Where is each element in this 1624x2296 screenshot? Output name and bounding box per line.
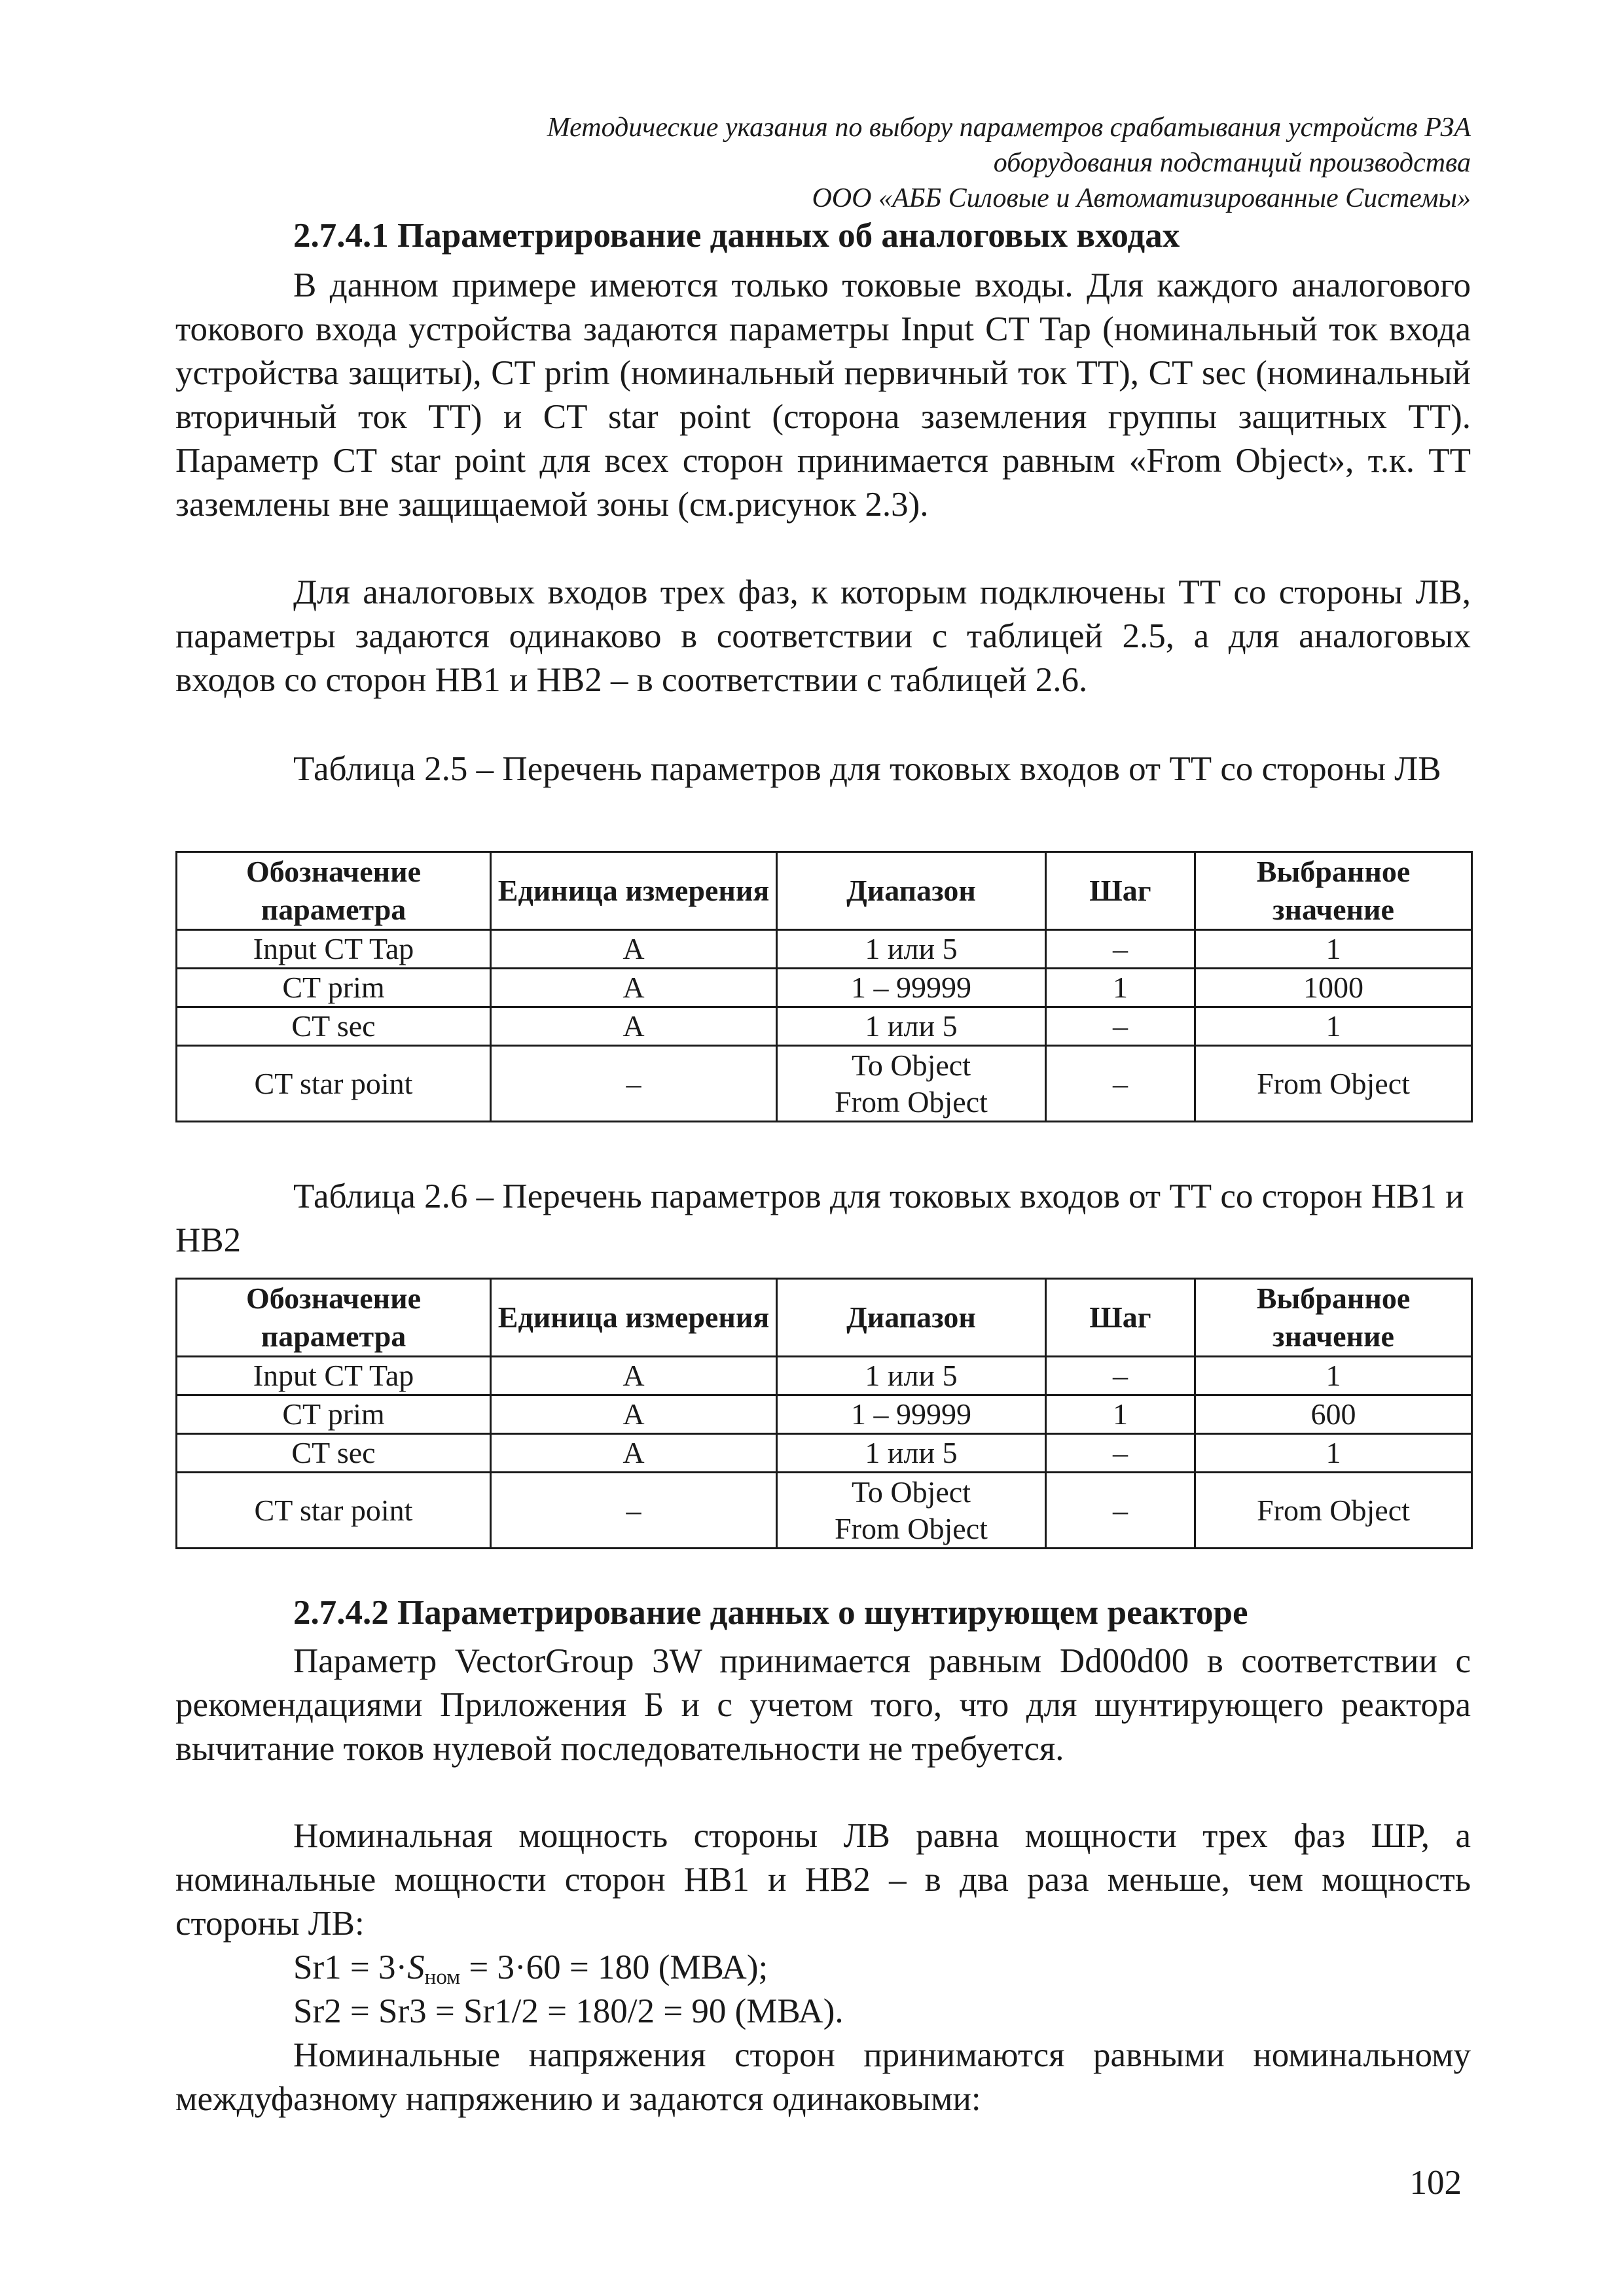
table-row <box>177 1434 1472 1473</box>
page-number: 102 <box>1409 2164 1462 2202</box>
paragraph-three-phase-inputs: Для аналоговых входов трех фаз, к которым подключены ТТ со стороны ЛВ, параметры задаются одинаково в соответствии с таблицей 2.5, а для аналоговых входов со сторон НВ1 и НВ2 – в соответствии с таблицей 2.6. <box>175 573 1471 699</box>
formula-s-symbol: S <box>407 1948 425 1986</box>
cell-param: CT sec <box>177 1007 491 1046</box>
cell-step: – <box>1046 1007 1195 1046</box>
range-option-1: To Object <box>851 1475 971 1509</box>
cell-range: 1 или 5 <box>777 1357 1046 1395</box>
header-param: Обозначение параметра <box>177 852 491 930</box>
cell-unit: А <box>491 1434 777 1473</box>
paragraph-rated-power: Номинальная мощность стороны ЛВ равна мощности трех фаз ШР, а номинальные мощности сторон НВ1 и НВ2 – в два раза меньше, чем мощность стороны ЛВ: <box>175 1817 1471 1943</box>
cell-unit: А <box>491 930 777 969</box>
header-line-1: Методические указания по выбору параметров срабатывания устройств РЗА <box>547 113 1471 143</box>
formula-sr1-post: = 3·60 = 180 (МВА); <box>460 1948 768 1986</box>
table-row <box>177 969 1472 1007</box>
cell-value: 1 <box>1195 1007 1472 1046</box>
cell-step: – <box>1046 930 1195 969</box>
table-2-5 <box>175 851 1473 1122</box>
cell-step: 1 <box>1046 1395 1195 1434</box>
table-2-6 <box>175 1278 1473 1549</box>
table-row <box>177 1473 1472 1549</box>
formula-sr2: Sr2 = Sr3 = Sr1/2 = 180/2 = 90 (МВА). <box>293 1992 844 2030</box>
table-2-6-caption: Таблица 2.6 – Перечень параметров для токовых входов от ТТ со сторон НВ1 и НВ2 <box>175 1177 1464 1259</box>
cell-value: 1 <box>1195 1357 1472 1395</box>
table-row <box>177 1046 1472 1122</box>
cell-param: CT sec <box>177 1434 491 1473</box>
cell-param: CT prim <box>177 1395 491 1434</box>
header-line-2: оборудования подстанций производства <box>993 148 1471 178</box>
cell-param: CT star point <box>177 1473 491 1549</box>
section-heading-2741: 2.7.4.1 Параметрирование данных об аналоговых входах <box>293 217 1180 255</box>
cell-param: CT prim <box>177 969 491 1007</box>
header-selected: Выбранное значение <box>1195 852 1472 930</box>
range-option-2: From Object <box>835 1085 988 1119</box>
cell-step: – <box>1046 1046 1195 1122</box>
cell-range: 1 – 99999 <box>777 969 1046 1007</box>
cell-step: – <box>1046 1473 1195 1549</box>
cell-unit: – <box>491 1046 777 1122</box>
header-unit: Единица измерения <box>491 852 777 930</box>
header-unit: Единица измерения <box>491 1279 777 1357</box>
cell-value: From Object <box>1195 1473 1472 1549</box>
cell-param: Input CT Tap <box>177 1357 491 1395</box>
cell-range <box>777 1046 1046 1122</box>
cell-value: 1000 <box>1195 969 1472 1007</box>
cell-range <box>777 1473 1046 1549</box>
cell-unit: А <box>491 1357 777 1395</box>
cell-param: CT star point <box>177 1046 491 1122</box>
cell-step: – <box>1046 1434 1195 1473</box>
cell-value: 600 <box>1195 1395 1472 1434</box>
paragraph-vector-group: Параметр VectorGroup 3W принимается равным Dd00d00 в соответствии с рекомендациями Приложения Б и с учетом того, что для шунтирующего реактора вычитание токов нулевой последовательности не требуется. <box>175 1642 1471 1768</box>
table-header-row <box>177 1279 1472 1357</box>
header-step: Шаг <box>1046 852 1195 930</box>
header-line-3: ООО «АББ Силовые и Автоматизированные Системы» <box>812 183 1471 213</box>
range-option-2: From Object <box>835 1511 988 1545</box>
cell-unit: А <box>491 1395 777 1434</box>
table-row <box>177 1395 1472 1434</box>
cell-value: 1 <box>1195 1434 1472 1473</box>
formula-s-subscript: ном <box>424 1965 461 1989</box>
section-heading-2742: 2.7.4.2 Параметрирование данных о шунтирующем реакторе <box>293 1594 1248 1632</box>
cell-range: 1 или 5 <box>777 930 1046 969</box>
table-row <box>177 1357 1472 1395</box>
table-row <box>177 930 1472 969</box>
table-header-row <box>177 852 1472 930</box>
header-step: Шаг <box>1046 1279 1195 1357</box>
header-range: Диапазон <box>777 1279 1046 1357</box>
table-2-5-caption: Таблица 2.5 – Перечень параметров для токовых входов от ТТ со стороны ЛВ <box>293 750 1441 788</box>
cell-unit: – <box>491 1473 777 1549</box>
cell-value: 1 <box>1195 930 1472 969</box>
cell-range: 1 или 5 <box>777 1007 1046 1046</box>
cell-step: 1 <box>1046 969 1195 1007</box>
cell-step: – <box>1046 1357 1195 1395</box>
cell-range: 1 – 99999 <box>777 1395 1046 1434</box>
formula-sr1-pre: Sr1 = 3· <box>293 1948 408 1986</box>
header-range: Диапазон <box>777 852 1046 930</box>
paragraph-analog-inputs: В данном примере имеются только токовые входы. Для каждого аналогового токового входа устройства задаются параметры Input CT Tap (номинальный ток входа устройства защиты), CT prim (номинальный первичный ток ТТ), CT sec (номинальный вторичный ток ТТ) и CT star point (сторона заземления группы защитных ТТ). Параметр CT star point для всех сторон принимается равным «From Object», т.к. ТТ заземлены вне защищаемой зоны (см.рисунок 2.3). <box>175 266 1471 524</box>
cell-param: Input CT Tap <box>177 930 491 969</box>
running-header <box>170 110 1471 216</box>
cell-value: From Object <box>1195 1046 1472 1122</box>
header-selected: Выбранное значение <box>1195 1279 1472 1357</box>
paragraph-rated-voltage: Номинальные напряжения сторон принимаются равными номинальному междуфазному напряжению и задаются одинаковыми: <box>175 2036 1471 2118</box>
cell-unit: А <box>491 969 777 1007</box>
table-row <box>177 1007 1472 1046</box>
cell-unit: А <box>491 1007 777 1046</box>
range-option-1: To Object <box>851 1048 971 1082</box>
header-param: Обозначение параметра <box>177 1279 491 1357</box>
cell-range: 1 или 5 <box>777 1434 1046 1473</box>
